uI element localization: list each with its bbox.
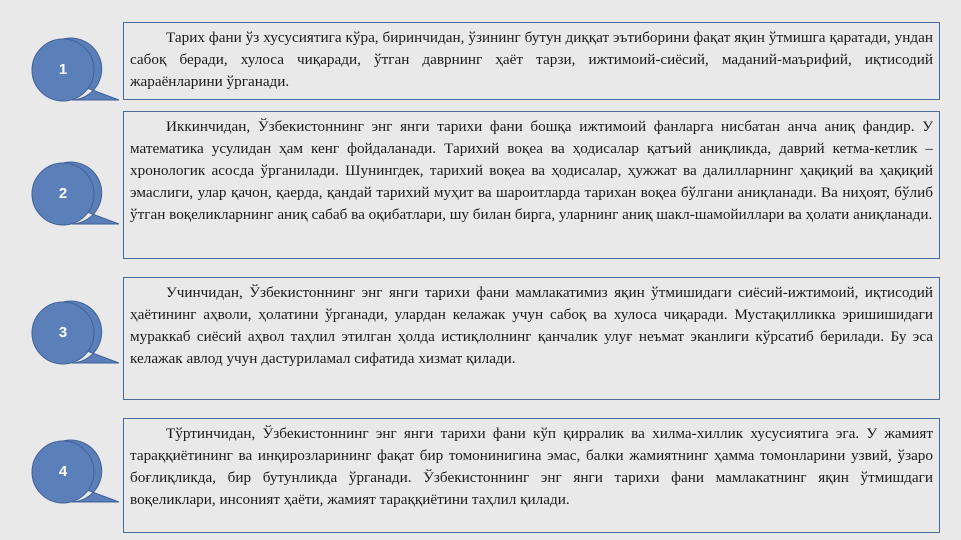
- text-box-4: [123, 418, 940, 533]
- item-text: Иккинчидан, Ўзбекистоннинг энг янги тарихи фани бошқа ижтимоий фанларга нисбатан анча аниқ фандир. У математика усулидан ҳам кенг фойдаланади. Тарихий воқеа ва ҳодисалар қатъий аниқликда, даврий кетма-кетлик – хронологик асосда ўрганилади. Шунингдек, тарихий воқеа ва ҳодисалар, ҳужжат ва далилларнинг ҳақиқий ва ҳақиқий эмаслиги, улар қачон, қаерда, қандай тарихий муҳит ва шароитларда тарихан воқеа бўлгани аниқланади. Ва ниҳоят, бўлиб ўтган воқеликларнинг аниқ сабаб ва оқибатлари, шу билан бирга, уларнинг аниқ шакл-шамойиллари ва ҳолати аниқланади.: [130, 118, 933, 223]
- item-number: 2: [58, 185, 68, 202]
- item-number: 1: [58, 61, 68, 78]
- item-number: 4: [58, 463, 68, 480]
- item-number: 3: [58, 324, 68, 341]
- callout-marker-3: [31, 301, 95, 365]
- item-text: Тўртинчидан, Ўзбекистоннинг энг янги тарихи фани кўп қирралик ва хилма-хиллик хусусиятига эга. У жамият тараққиётининг ва инқирозларининг фақат бир томонинигина эмас, балки жамиятнинг ҳамма томонларини узвий, ўзаро боғлиқликда, бир бутунликда ўрганади. Ўзбекистоннинг энг янги тарихи фани мамлакатнинг яқин ўтмишдаги воқеликлари, инсоният ҳаёти, жамият тараққиётини таҳлил қилади.: [130, 425, 933, 508]
- callout-marker-2: [31, 162, 95, 226]
- item-text: Учинчидан, Ўзбекистоннинг энг янги тарихи фани мамлакатимиз яқин ўтмишидаги сиёсий-ижтимоий, иқтисодий ҳаётининг аҳволи, ҳолатини ўрганади, улардан келажак учун сабоқ ва хулоса чиқаради. Мустақилликка эришишидаги мураккаб сиёсий аҳвол таҳлил этилган ҳолда истиқлолнинг қанчалик улуғ неъмат эканлиги кўрсатиб берилади. Бу эса келажак авлод учун дастуриламал сифатида хизмат қилади.: [130, 284, 933, 367]
- text-box-1: [123, 22, 940, 100]
- callout-marker-1: [31, 38, 95, 102]
- item-text: Тарих фани ўз хусусиятига кўра, биринчидан, ўзининг бутун диққат эътиборини фақат яқин ўтмишга қаратади, ундан сабоқ беради, хулоса чиқаради, ўтган даврнинг ҳаёт тарзи, ижтимоий-сиёсий, маданий-маърифий, иқтисодий жараёнларини ўрганади.: [130, 29, 933, 90]
- callout-marker-4: [31, 440, 95, 504]
- text-box-2: [123, 111, 940, 259]
- text-box-3: [123, 277, 940, 400]
